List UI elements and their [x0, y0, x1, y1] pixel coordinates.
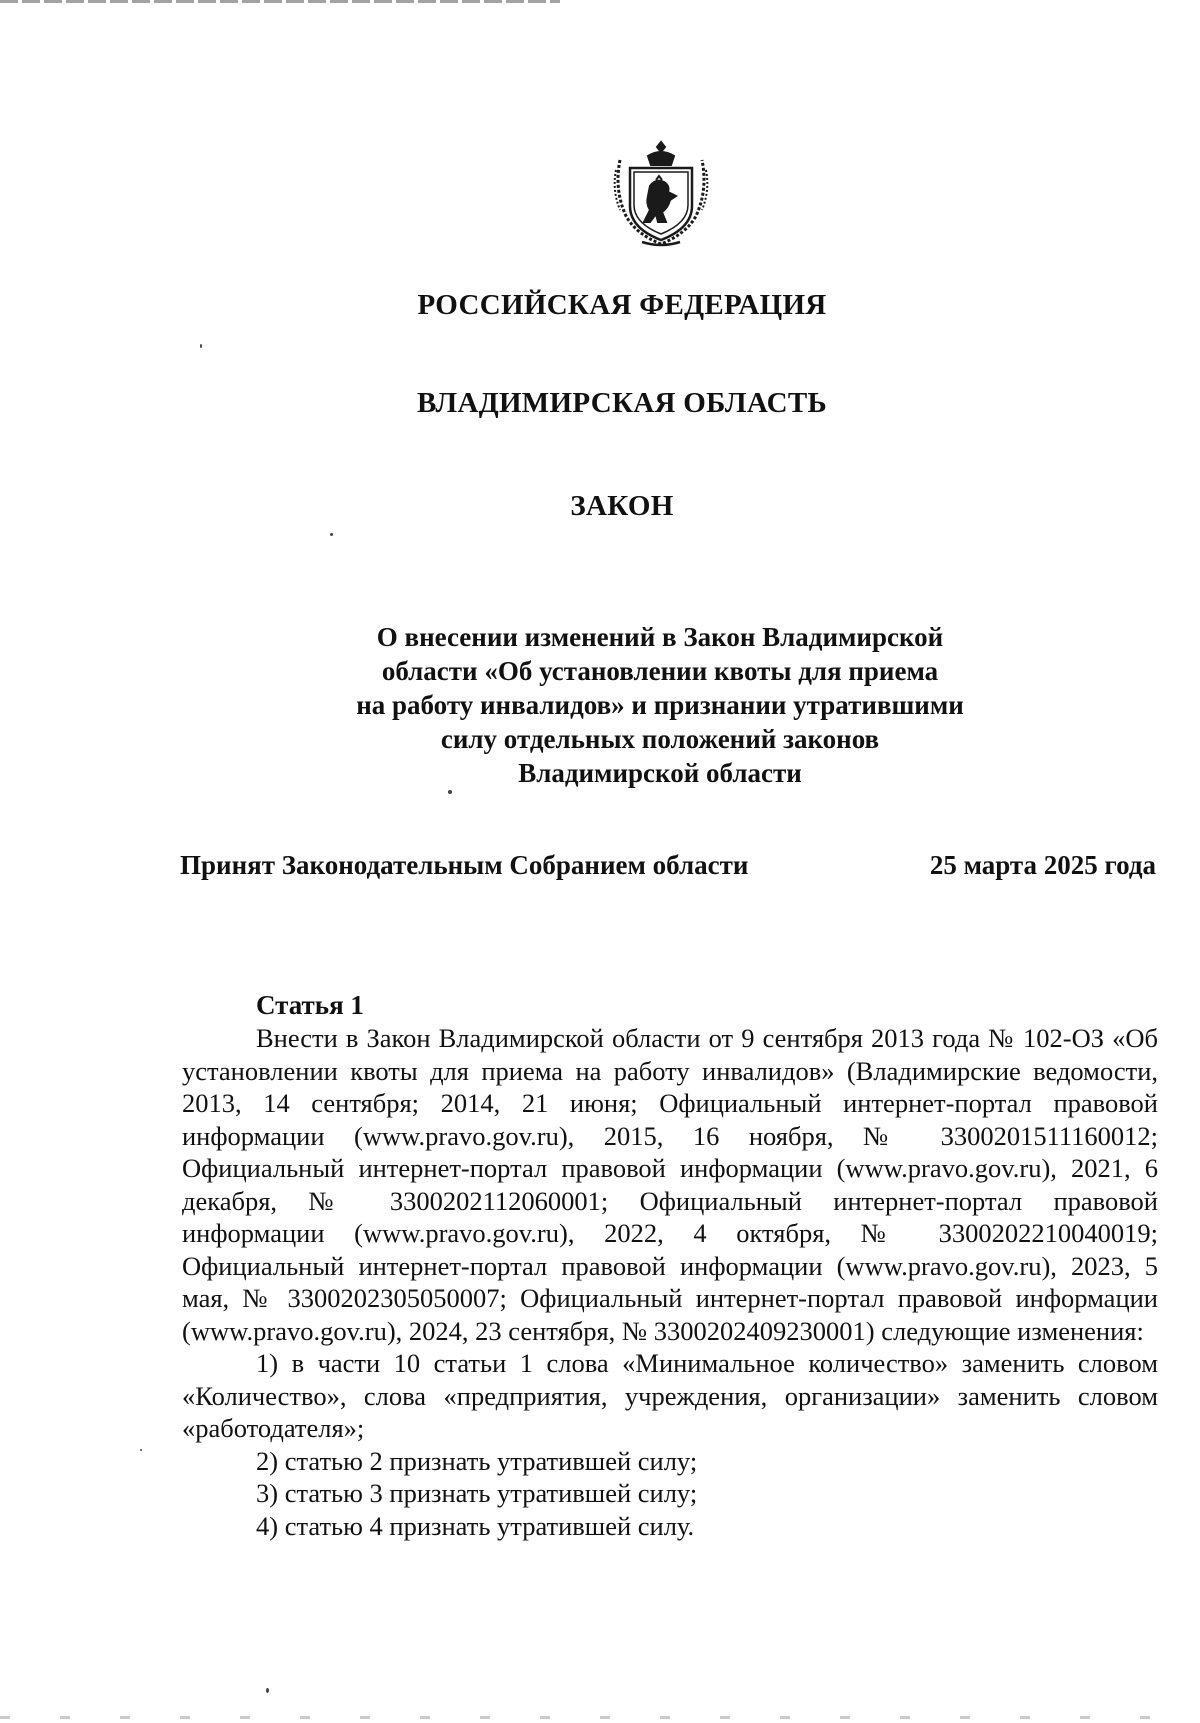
- article-body: [182, 1022, 1158, 1542]
- scan-speck: [200, 344, 202, 348]
- region-heading: ВЛАДИМИРСКАЯ ОБЛАСТЬ: [417, 387, 827, 419]
- adoption-label: Принят Законодательным Собранием области: [180, 850, 749, 880]
- law-title-line: Владимирской области: [518, 758, 802, 788]
- scan-speck: [448, 790, 452, 794]
- country-heading: РОССИЙСКАЯ ФЕДЕРАЦИЯ: [417, 289, 827, 321]
- scan-edge-bottom: [0, 1716, 1200, 1719]
- article-heading: Статья 1: [256, 990, 364, 1020]
- law-title-line: О внесении изменений в Закон Владимирской: [376, 622, 944, 652]
- document-type-heading: ЗАКОН: [570, 490, 674, 522]
- scan-edge-top: [0, 0, 560, 3]
- scan-speck: [140, 1449, 142, 1451]
- law-title-line: области «Об установлении квоты для приема: [381, 656, 939, 686]
- article-intro-paragraph: Внести в Закон Владимирской области от 9 сентября 2013 года № 102-ОЗ «Об установлении квоты для приема на работу инвалидов» (Владимирские ведомости, 2013, 14 сентября; 2014, 21 июня; Официальный интернет-портал правовой информации (www.pravo.gov.ru), 2015, 16 ноября, № 3300201511160012; Официальный интернет-портал правовой информации (www.pravo.gov.ru), 2021, 6 декабря, № 3300202112060001; Официальный интернет-портал правовой информации (www.pravo.gov.ru), 2022, 4 октября, № 3300202210040019; Официальный интернет-портал правовой информации (www.pravo.gov.ru), 2023, 5 мая, № 3300202305050007; Официальный интернет-портал правовой информации (www.pravo.gov.ru), 2024, 23 сентября, № 3300202409230001) следующие изменения:: [182, 1023, 1158, 1346]
- law-title-line: на работу инвалидов» и признании утратившими: [356, 690, 964, 720]
- article-item: 1) в части 10 статьи 1 слова «Минимальное количество» заменить словом «Количество», слова «предприятия, учреждения, организации» заменить словом «работодателя»;: [182, 1348, 1158, 1443]
- article-item: 2) статью 2 признать утратившей силу;: [256, 1445, 698, 1476]
- article-item: 4) статью 4 признать утратившей силу.: [256, 1510, 695, 1541]
- law-title-line: силу отдельных положений законов: [440, 724, 880, 754]
- coat-of-arms-icon: [612, 140, 710, 248]
- article-item: 3) статью 3 признать утратившей силу;: [256, 1478, 698, 1508]
- scan-speck: [266, 1688, 269, 1693]
- scan-speck: [330, 533, 333, 536]
- law-title: [300, 620, 1020, 790]
- adoption-date: 25 марта 2025 года: [929, 850, 1156, 880]
